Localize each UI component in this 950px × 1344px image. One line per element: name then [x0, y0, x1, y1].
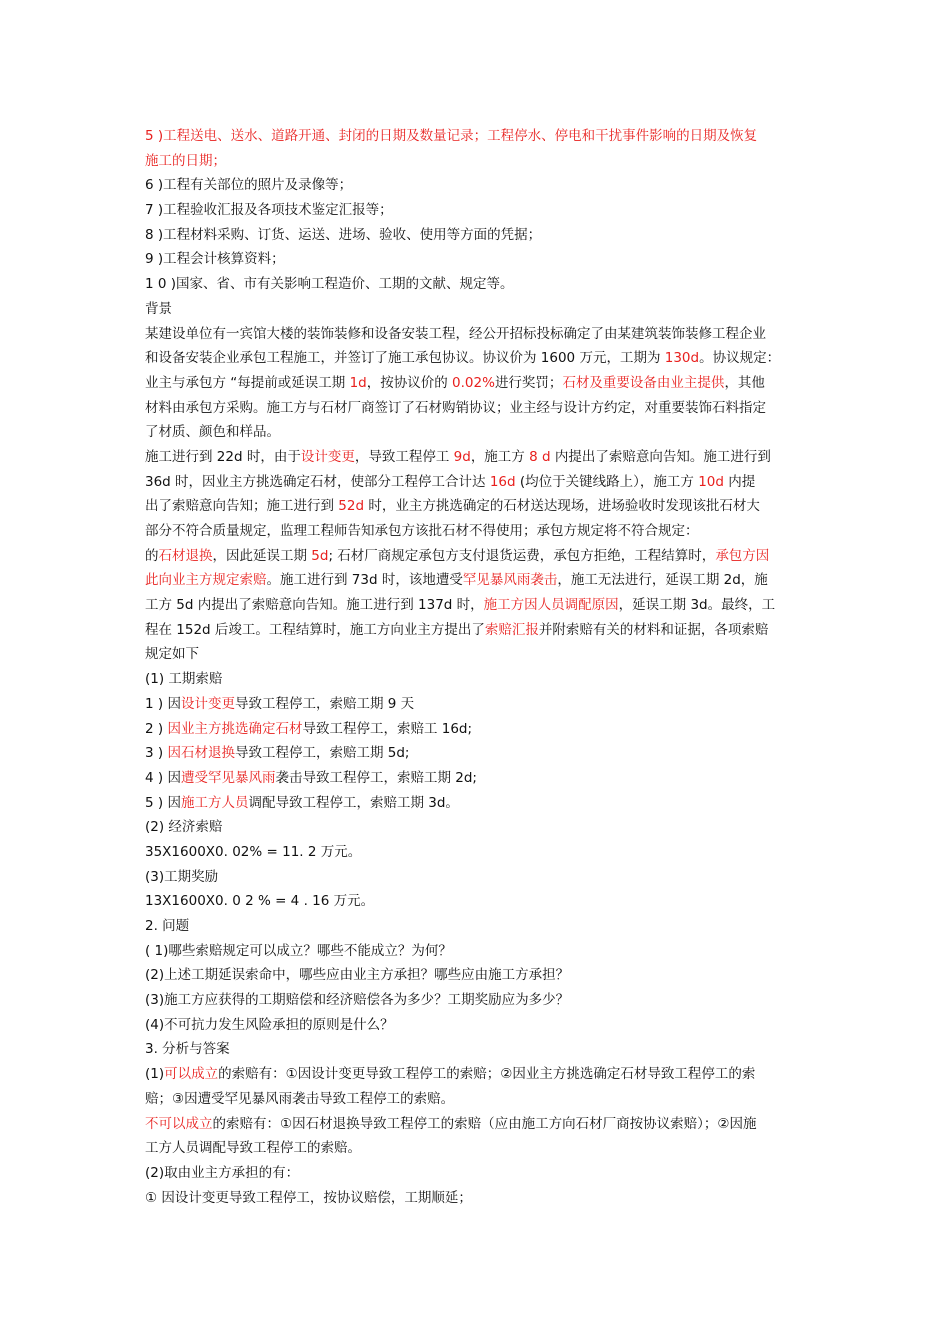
text-line — [145, 865, 810, 890]
text-segment: 部分不符合质量规定，监理工程师告知承包方该批石材不得使用；承包方规定将不符合规定： — [145, 523, 699, 539]
highlighted-text: 5d — [311, 547, 329, 564]
text-segment: 背景 — [145, 300, 172, 317]
text-segment: 7 )工程验收汇报及各项技术鉴定汇报等； — [145, 202, 393, 219]
highlighted-text: 5 )工程送电、送水、道路开通、封闭的日期及数量记录；工程停水、停电和干扰事件影响的日期及恢复 — [145, 128, 758, 144]
text-segment: 导致工程停工，索赔工期 5d; — [234, 745, 410, 762]
text-segment: 并附索赔有关的材料和证据，各项索赔 — [538, 621, 769, 638]
text-line — [145, 420, 810, 445]
highlighted-text: 因石材退换 — [167, 745, 235, 762]
text-line — [145, 1112, 810, 1137]
text-segment: (2) 经济索赔 — [145, 819, 223, 836]
text-segment: 内提 — [723, 473, 756, 490]
highlighted-text: 设计变更 — [180, 695, 235, 712]
highlighted-text: 不可以成立 — [145, 1115, 213, 1132]
document-body — [145, 124, 810, 1210]
text-line — [145, 914, 810, 939]
text-segment: 和设备安装企业承包工程施工，并签订了施工承包协议。协议价为 1600 万元，工期为 — [145, 350, 665, 367]
text-segment: 4 ) 因 — [145, 769, 181, 786]
text-segment: (4)不可抗力发生风险承担的原则是什么？ — [145, 1016, 394, 1033]
text-segment: 。协议规定： — [699, 350, 781, 367]
text-segment: (3)工期奖励 — [145, 868, 219, 885]
text-line — [145, 1037, 810, 1062]
text-line — [145, 396, 810, 421]
text-line — [145, 371, 810, 396]
text-line — [145, 840, 810, 865]
highlighted-text: 9d — [453, 448, 471, 465]
highlighted-text: 施工的日期； — [145, 152, 226, 169]
text-line — [145, 963, 810, 988]
text-segment: 的索赔有：①因石材退换导致工程停工的索赔（应由施工方向石材厂商按协议索赔）；②因施 — [212, 1115, 757, 1132]
text-line — [145, 593, 810, 618]
text-segment: (1) 工期索赔 — [145, 671, 223, 688]
text-segment: 1 0 )国家、省、市有关影响工程造价、工期的文献、规定等。 — [145, 276, 514, 293]
text-segment: 5 ) 因 — [145, 794, 181, 811]
text-line — [145, 124, 810, 149]
text-line — [145, 889, 810, 914]
text-line — [145, 1161, 810, 1186]
text-segment: 时，业主方挑选确定的石材送达现场，进场验收时发现该批石材大 — [364, 498, 760, 515]
text-segment: ，因此延误工期 — [212, 547, 312, 564]
highlighted-text: 16d — [489, 473, 516, 490]
text-segment: 规定如下 — [145, 646, 199, 663]
text-segment: 。施工进行到 73d 时，该地遭受 — [266, 572, 463, 589]
text-line — [145, 544, 810, 569]
text-segment: ① 因设计变更导致工程停工，按协议赔偿，工期顺延； — [145, 1189, 472, 1206]
text-segment: (2)上述工期延误索命中，哪些应由业主方承担？哪些应由施工方承担？ — [145, 967, 570, 984]
highlighted-text: 施工方因人员调配原因 — [483, 597, 619, 614]
text-segment: ，其他 — [724, 374, 765, 391]
text-line — [145, 494, 810, 519]
text-line — [145, 717, 810, 742]
highlighted-text: 罕见暴风雨袭击 — [462, 572, 558, 589]
highlighted-text: 此向业主方规定索赔 — [145, 572, 267, 589]
text-segment: ( 1)哪些索赔规定可以成立？哪些不能成立？为何？ — [145, 942, 452, 959]
text-segment: 1 ) 因 — [145, 695, 181, 712]
highlighted-text: 0.02% — [452, 374, 495, 391]
text-segment: 赔；③因遭受罕见暴风雨袭击导致工程停工的索赔。 — [145, 1090, 455, 1107]
text-line — [145, 173, 810, 198]
text-line — [145, 149, 810, 174]
text-segment: ; 石材厂商规定承包方支付退货运费，承包方拒绝，工程结算时， — [328, 547, 716, 564]
text-line — [145, 692, 810, 717]
text-segment: 程在 152d 后竣工。工程结算时，施工方向业主方提出了 — [145, 621, 485, 638]
text-line — [145, 470, 810, 495]
text-segment: ，延误工期 3d。最终，工 — [618, 597, 776, 614]
text-line — [145, 815, 810, 840]
text-segment: 进行奖罚； — [494, 374, 563, 391]
text-segment: 的索赔有：①因设计变更导致工程停工的索赔；②因业主方挑选确定石材导致工程停工的索 — [218, 1066, 756, 1083]
highlighted-text: 可以成立 — [164, 1066, 219, 1083]
text-segment: ，导致工程停工 — [354, 448, 454, 465]
text-line — [145, 1087, 810, 1112]
text-segment: 工方 5d 内提出了索赔意向告知。施工进行到 137d 时， — [145, 597, 484, 614]
text-line — [145, 297, 810, 322]
highlighted-text: 设计变更 — [300, 448, 355, 465]
text-line — [145, 519, 810, 544]
highlighted-text: 130d — [664, 350, 700, 367]
text-segment: (3)施工方应获得的工期赔偿和经济赔偿各为多少？工期奖励应为多少？ — [145, 992, 570, 1009]
text-segment: ，施工方 — [470, 448, 530, 465]
text-segment: 的 — [145, 547, 159, 564]
text-line — [145, 667, 810, 692]
text-line — [145, 346, 810, 371]
text-segment: 导致工程停工，索赔工期 9 天 — [234, 695, 415, 712]
text-line — [145, 741, 810, 766]
text-line — [145, 445, 810, 470]
text-line — [145, 618, 810, 643]
highlighted-text: 因业主方挑选确定石材 — [167, 720, 303, 737]
text-line — [145, 766, 810, 791]
text-line — [145, 272, 810, 297]
text-segment: 袭击导致工程停工，索赔工期 2d; — [275, 769, 477, 786]
text-segment: 某建设单位有一宾馆大楼的装饰装修和设备安装工程，经公开招标投标确定了由某建筑装饰装修工程企业 — [145, 325, 766, 342]
text-line — [145, 1136, 810, 1161]
text-segment: 9 )工程会计核算资料； — [145, 251, 285, 268]
text-segment: 调配导致工程停工，索赔工期 3d。 — [248, 794, 459, 811]
highlighted-text: 10d — [698, 473, 724, 490]
text-segment: 内提出了索赔意向告知。施工进行到 — [550, 448, 771, 465]
text-segment: 施工进行到 22d 时，由于 — [145, 448, 301, 465]
text-segment: ，按协议价的 — [366, 374, 453, 391]
text-segment: 材料由承包方采购。施工方与石材厂商签订了石材购销协议；业主经与设计方约定，对重要装饰石料指定 — [145, 399, 766, 416]
text-line — [145, 223, 810, 248]
text-line — [145, 247, 810, 272]
text-segment: ，施工无法进行，延误工期 2d，施 — [557, 572, 768, 589]
highlighted-text: 索赔汇报 — [484, 621, 539, 638]
text-segment: 8 )工程材料采购、订货、运送、进场、验收、使用等方面的凭据； — [145, 226, 542, 243]
text-line — [145, 1186, 810, 1211]
text-line — [145, 642, 810, 667]
text-segment: 13X1600X0. 0 2 % = 4 . 16 万元。 — [145, 893, 375, 910]
text-line — [145, 939, 810, 964]
text-line — [145, 568, 810, 593]
text-line — [145, 198, 810, 223]
text-segment: 导致工程停工，索赔工 16d; — [302, 720, 473, 737]
highlighted-text: 石材退换 — [158, 547, 213, 564]
text-segment: 业主与承包方 “每提前或延误工期 — [145, 374, 350, 391]
text-segment: 36d 时，因业主方挑选确定石材，使部分工程停工合计达 — [145, 473, 490, 490]
text-segment: (2)取由业主方承担的有： — [145, 1164, 300, 1181]
highlighted-text: 1d — [349, 374, 367, 391]
text-segment: 2. 问题 — [145, 918, 190, 934]
text-segment: 6 )工程有关部位的照片及录像等； — [145, 177, 353, 194]
text-segment: 35X1600X0. 02% = 11. 2 万元。 — [145, 843, 362, 860]
text-line — [145, 988, 810, 1013]
text-segment: 出了索赔意向告知；施工进行到 — [145, 498, 339, 515]
highlighted-text: 8 d — [529, 448, 551, 465]
highlighted-text: 石材及重要设备由业主提供 — [562, 374, 725, 391]
text-segment: 3. 分析与答案 — [145, 1041, 230, 1058]
highlighted-text: 承包方因 — [715, 547, 770, 564]
text-segment: 了材质、颜色和样品。 — [145, 424, 280, 441]
text-line — [145, 1013, 810, 1038]
highlighted-text: 施工方人员 — [180, 794, 249, 811]
text-line — [145, 1062, 810, 1087]
text-segment: (1) — [145, 1066, 165, 1083]
text-line — [145, 322, 810, 347]
highlighted-text: 52d — [338, 498, 365, 515]
text-segment: 工方人员调配导致工程停工的索赔。 — [145, 1140, 361, 1157]
text-segment: 2 ) — [145, 720, 168, 737]
highlighted-text: 遭受罕见暴风雨 — [180, 769, 276, 786]
text-segment: 3 ) — [145, 745, 168, 762]
text-segment: (均位于关键线路上），施工方 — [515, 473, 699, 490]
text-line — [145, 791, 810, 816]
